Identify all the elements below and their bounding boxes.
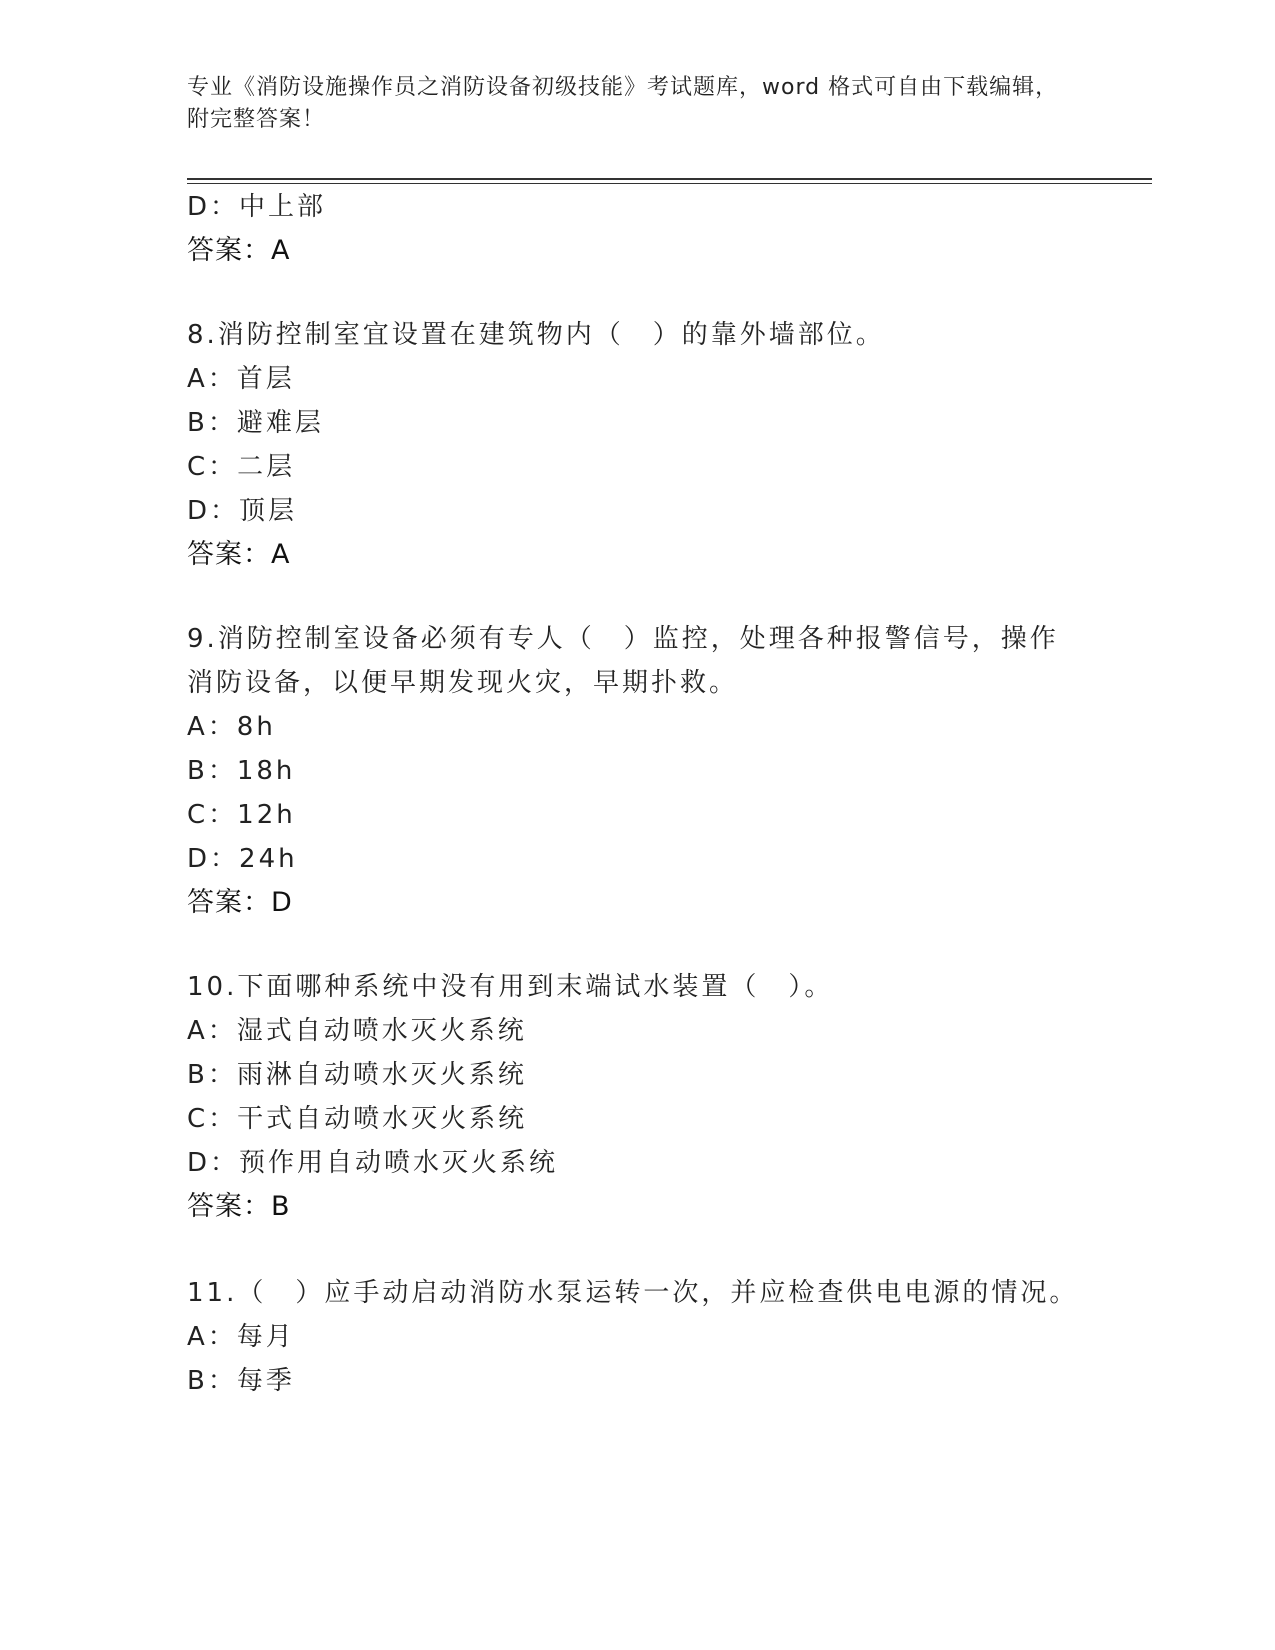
question-8-option-c: C：二层	[187, 452, 296, 482]
question-10-answer: 答案：B	[187, 1191, 291, 1222]
question-9-answer: 答案：D	[187, 887, 293, 918]
question-8-option-d: D：顶层	[187, 496, 298, 526]
question-11-option-a: A：每月	[187, 1322, 295, 1352]
question-9-stem-line-1: 9.消防控制室设备必须有专人（ ）监控，处理各种报警信号，操作	[187, 624, 1059, 654]
prev-answer: 答案：A	[187, 235, 291, 266]
question-8-stem: 8.消防控制室宜设置在建筑物内（ ）的靠外墙部位。	[187, 320, 885, 350]
question-9-option-b: B：18h	[187, 756, 296, 786]
question-8-option-a: A：首层	[187, 364, 295, 394]
header-rule-thin	[187, 183, 1152, 184]
question-10-option-b: B：雨淋自动喷水灭火系统	[187, 1060, 527, 1090]
question-9-option-a: A：8h	[187, 712, 276, 742]
document-header: 专业《消防设施操作员之消防设备初级技能》考试题库，word 格式可自由下载编辑，附完整答案！	[187, 75, 1059, 132]
header-rule-thick	[187, 178, 1152, 180]
question-8-option-b: B：避难层	[187, 408, 324, 438]
question-10-option-c: C：干式自动喷水灭火系统	[187, 1104, 528, 1134]
question-10-option-d: D：预作用自动喷水灭火系统	[187, 1148, 559, 1178]
prev-option-d: D：中上部	[187, 192, 327, 222]
question-9-option-d: D：24h	[187, 844, 298, 874]
question-10-stem: 10.下面哪种系统中没有用到末端试水装置（ ）。	[187, 972, 834, 1002]
question-11-stem: 11.（ ）应手动启动消防水泵运转一次，并应检查供电电源的情况。	[187, 1278, 1079, 1308]
question-11-option-b: B：每季	[187, 1366, 295, 1396]
question-10-option-a: A：湿式自动喷水灭火系统	[187, 1016, 527, 1046]
question-9-option-c: C：12h	[187, 800, 296, 830]
question-8-answer: 答案：A	[187, 539, 291, 570]
question-9-stem-line-2: 消防设备，以便早期发现火灾，早期扑救。	[187, 668, 739, 698]
